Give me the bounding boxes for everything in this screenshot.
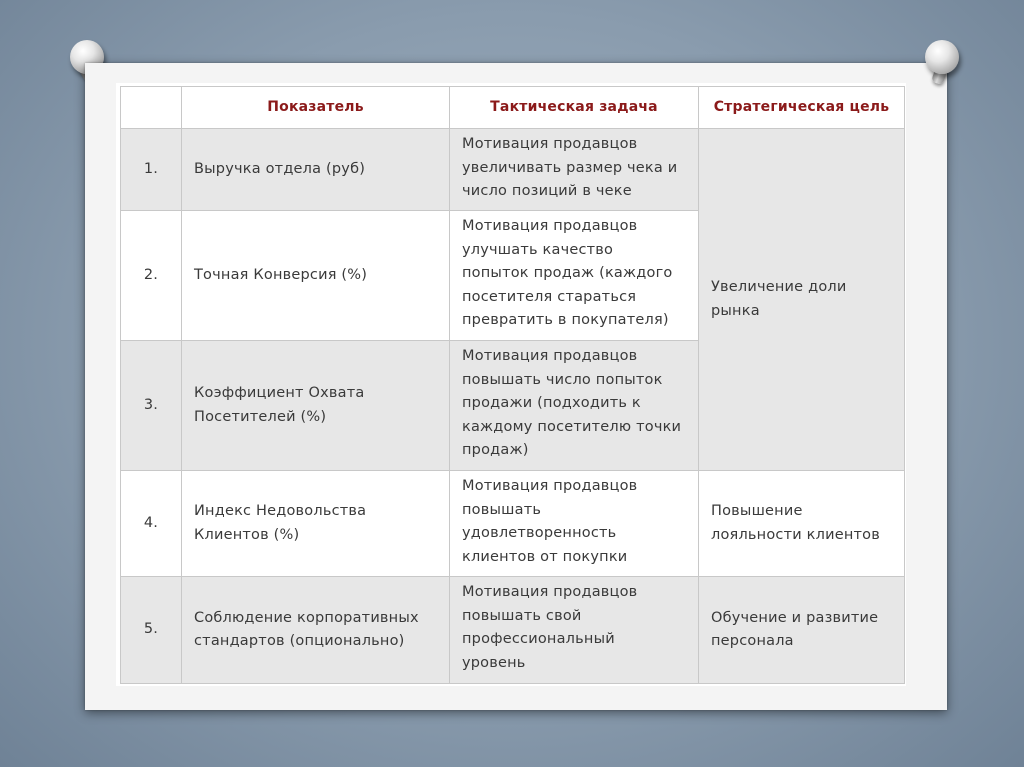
row-number: 4. (121, 471, 182, 577)
header-goal: Стратегическая цель (699, 87, 905, 129)
kpi-table (120, 86, 905, 684)
goal-cell: Повышение лояльности клиентов (699, 471, 905, 577)
task-cell: Мотивация продавцов увеличивать размер чека и число позиций в чеке (450, 129, 699, 211)
header-task: Тактическая задача (450, 87, 699, 129)
indicator-cell: Выручка отдела (руб) (182, 129, 450, 211)
pushpin-right-icon (925, 40, 959, 74)
row-number: 1. (121, 129, 182, 211)
task-cell: Мотивация продавцов повышать свой профессиональный уровень (450, 577, 699, 684)
table-row (121, 129, 905, 211)
table-container (116, 83, 906, 686)
goal-cell-merged: Увеличение доли рынка (699, 129, 905, 471)
row-number: 3. (121, 341, 182, 471)
table-header-row (121, 87, 905, 129)
indicator-cell: Точная Конверсия (%) (182, 211, 450, 341)
goal-cell: Обучение и развитие персонала (699, 577, 905, 684)
header-indicator: Показатель (182, 87, 450, 129)
row-number: 2. (121, 211, 182, 341)
task-cell: Мотивация продавцов повышать удовлетворенность клиентов от покупки (450, 471, 699, 577)
table-row (121, 471, 905, 577)
indicator-cell: Коэффициент Охвата Посетителей (%) (182, 341, 450, 471)
header-num (121, 87, 182, 129)
row-number: 5. (121, 577, 182, 684)
task-cell: Мотивация продавцов повышать число попыток продажи (подходить к каждому посетителю точки продаж) (450, 341, 699, 471)
indicator-cell: Соблюдение корпоративных стандартов (опционально) (182, 577, 450, 684)
task-cell: Мотивация продавцов улучшать качество попыток продаж (каждого посетителя стараться превратить в покупателя) (450, 211, 699, 341)
indicator-cell: Индекс Недовольства Клиентов (%) (182, 471, 450, 577)
table-row (121, 577, 905, 684)
slide-paper (85, 63, 947, 710)
